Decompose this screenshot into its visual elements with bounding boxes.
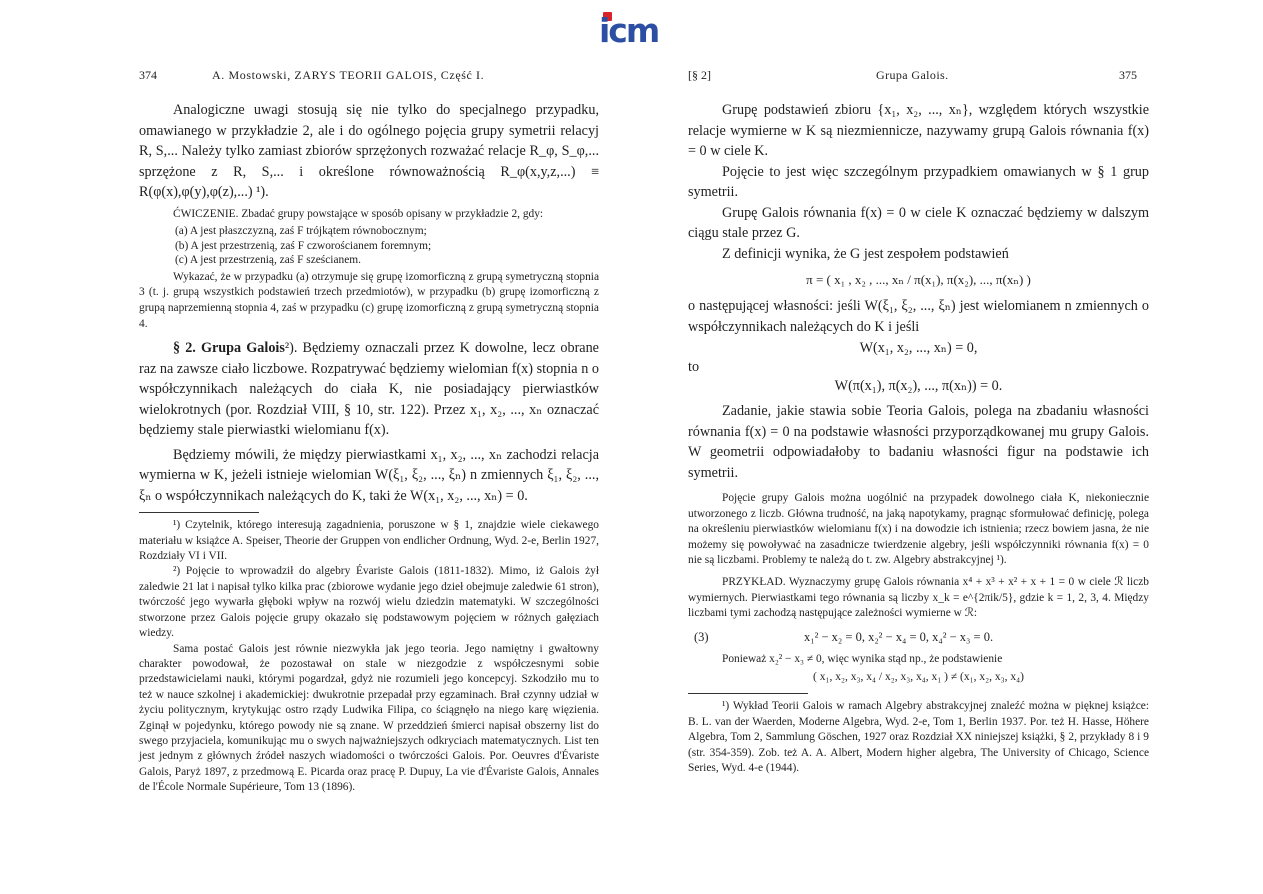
exercise-item-c: (c) A jest przestrzenią, zaś F sześcianem. [175,254,361,267]
example-paragraph: PRZYKŁAD. Wyznaczymy grupę Galois równania x⁴ + x³ + x² + x + 1 = 0 w ciele ℛ liczb wymiernych. Pierwiastkami tego równania są liczby x_k = e^{2πik/5}, gdzie k = 1, 2, 3, 4. Między liczbami tymi zachodzą następujące zależności wymierne w ℛ: [688,575,1149,620]
equation-2: W(π(x₁), π(x₂), ..., π(xₙ)) = 0. [834,378,1003,394]
intro-paragraph: Analogiczne uwagi stosują się nie tylko do specjalnego przypadku, omawianego w przykładzie 2, ale i do ogólnego pojęcia grupy symetrii relacyj R, S,... Należy tylko zamiast zbiorów sprzężonych rozważać relacje R_φ, S_φ,... sprzężone z R, S,... i określone równoważnością R_φ(x,y,z,...) ≡ R(φ(x),φ(y),φ(z),...) ¹). [139,102,599,200]
since-line: Ponieważ x₂² − x₃ ≠ 0, więc wynika stąd np., że podstawienie [722,652,1003,665]
right-footnote: ¹) Wykład Teorii Galois w ramach Algebry abstrakcyjnej znaleźć można w pięknej książce: B. L. van der Waerden, Moderne Algebra, Wyd. 2-e, Tom 1, Berlin 1937. Por. też H. Hasse, Höhere Algebra, Tom 2, Sammlung Göschen, 1927 oraz Rozdział XX niniejszej książki, § 2, przykłady 8 i 9 (str. 354-359). Zob. też A. A. Albert, Modern higher algebra, The University of Chicago, Science Series, Wyd. 4-e (1944). [688,700,1149,774]
equation-3: x₁² − x₂ = 0, x₂² − x₄ = 0, x₄² − x₃ = 0. [804,629,994,644]
equation-1: W(x₁, x₂, ..., xₙ) = 0, [859,340,978,356]
left-page-number: 374 [139,68,157,82]
footnote-rule [139,512,259,513]
to-word: to [688,359,700,375]
footnote-1: ¹) Czytelnik, którego interesują zagadnienia, poruszone w § 1, znajdzie wiele ciekawego materiału w książce A. Speiser, Theorie der Gruppen von endlicher Ordnung, Wyd. 2-e, Berlin 1927, Rozdziały VI i VII. [139,519,599,563]
footnote-2: ²) Pojęcie to wprowadził do algebry Évariste Galois (1811-1832). Mimo, iż Galois żył zaledwie 21 lat i napisał tylko kilka prac (zbiorowe wydanie jego dzieł obejmuje zaledwie 61 stron), twórczość jego wywarła głęboki wpływ na rozwój wielu dziedzin matematyki. W szczególności stworzone przez Galois pojęcie grupy okazało się podstawowym pojęciem w różnych gałęziach wiedzy. [139,565,599,640]
right-running-head: Grupa Galois. [876,68,949,82]
generalization-note: Pojęcie grupy Galois można uogólnić na przypadek dowolnego ciała K, niekoniecznie utworzonego z liczb. Główna trudność, na jaką napotykamy, pragnąc sformułować definicję, polega na określeniu pierwiastków wielomianu f(x) i na dowodzie ich istnienia; rzecz bowiem jasna, że nie możemy się powoływać na zasadnicze twierdzenie algebry, jeśli współczynniki równania f(x) = 0 nie są liczbami. Problemy te należą do t. zw. Algebry abstrakcyjnej ¹). [688,492,1149,567]
section-paragraph [139,338,599,441]
right-page-number: 375 [1119,68,1137,82]
concept-paragraph: Pojęcie to jest więc szczególnym przypadkiem omawianych w § 1 grup symetrii. [688,163,1149,200]
exercise-item-b: (b) A jest przestrzenią, zaś F czworościanem foremnym; [175,239,432,252]
group-g-paragraph: Grupę Galois równania f(x) = 0 w ciele K oznaczać będziemy w dalszym ciągu stale przez G. [688,204,1149,241]
exercise-item-a: (a) A jest płaszczyzną, zaś F trójkątem równobocznym; [175,225,427,238]
right-footnote-rule [688,693,808,694]
right-section-mark: [§ 2] [688,68,711,82]
definition-follows: Z definicji wynika, że G jest zespołem podstawień [722,245,1009,262]
galois-group-definition: Grupę podstawień zbioru {x₁, x₂, ..., xₙ}, względem których wszystkie relacje wymierne w K są niezmiennicze, nazywamy grupą Galois równania f(x) = 0 w ciele K. [688,102,1149,159]
footnote-2-continued: Sama postać Galois jest równie niezwykła jak jego teoria. Jego namiętny i gwałtowny charakter powodował, że pozostawał on stale w niezgodzie z współczesnymi sobie przedstawicielami nauki, którymi pogardzał, gdyż nie rozumieli jego koncepcyj. Szkodziło mu to też w nauce szkolnej i akademickiej: dwukrotnie przepadał przy egzaminach. Brał czynny udział w życiu politycznym, krytykując ostro rządy Ludwika Filipa, co ściągnęło na niego karę więzienia. Zginął w pojedynku, którego powody nie są znane. W przeddzień śmierci napisał obszerny list do swego przyjaciela, komunikując mu o swych najważniejszych odkryciach matematycznych. List ten jest jednym z głównych źródeł naszych wiadomości o twórczości Galois. Por. Oeuvres d'Évariste Galois, Paryż 1897, z przedmową E. Picarda oraz pracę P. Dupuy, La vie d'Évariste Galois, Annales de l'École Normale Supérieure, Tom 13 (1896). [139,642,599,794]
property-paragraph: o następującej własności: jeśli W(ξ₁, ξ₂, ..., ξₙ) jest wielomianem n zmiennych o współczynnikach należących do K i jeśli [688,298,1149,335]
left-page [139,100,599,796]
pi-matrix-formula: π = ( x₁ , x₂ , ..., xₙ / π(x₁), π(x₂), ..., π(xₙ) ) [806,272,1031,287]
section-title: § 2. Grupa Galois [173,340,285,357]
logo-text: icm [599,11,659,50]
equation-3-label: (3) [694,629,709,644]
equation-3-row [688,628,1149,646]
icm-logo [599,12,663,48]
section-text: ²). Będziemy oznaczali przez K dowolne, lecz obrane raz na zawsze ciało liczbowe. Rozpatrywać będziemy wielomian f(x) stopnia n o współczynnikach należących do ciała K, nie posiadający pierwiastków wielokrotnych (por. Rozdział VIII, § 10, str. 122). Przez x₁, x₂, ..., xₙ oznaczać będziemy stale pierwiastki wielomianu f(x). [139,340,599,439]
permutation-formula: ( x₁, x₂, x₃, x₄ / x₂, x₃, x₄, x₁ ) ≠ (x₁, x₂, x₃, x₄) [813,671,1024,684]
exercise-intro: ĆWICZENIE. Zbadać grupy powstające w sposób opisany w przykładzie 2, gdy: [173,207,544,220]
to-row [688,359,1149,379]
left-running-head: A. Mostowski, ZARYS TEORII GALOIS, Część I. [212,68,485,82]
right-page [688,100,1149,776]
exercise-outro: Wykazać, że w przypadku (a) otrzymuje się grupę izomorficzną z grupą symetryczną stopnia 3 (t. j. grupą wszystkich podstawień trzech przedmiotów), w przypadku (b) grupę izomorficzną z grupą naprzemienną stopnia 4, zaś w przypadku (c) grupę izomorficzną z grupą symetryczną stopnia 4. [139,270,599,330]
relation-paragraph: Będziemy mówili, że między pierwiastkami x₁, x₂, ..., xₙ zachodzi relacja wymierna w K, jeżeli istnieje wielomian W(ξ₁, ξ₂, ..., ξₙ) n zmiennych ξ₁, ξ₂, ..., ξₙ o współczynnikach należących do K, taki że W(x₁, x₂, ..., xₙ) = 0. [139,446,599,504]
task-paragraph: Zadanie, jakie stawia sobie Teoria Galois, polega na zbadaniu własności równania f(x) = 0 na podstawie własności przyporządkowanej mu grupy Galois. W geometrii odpowiadałoby to badaniu własności figur na podstawie ich symetrii. [688,403,1149,481]
exercise-list [175,224,599,268]
